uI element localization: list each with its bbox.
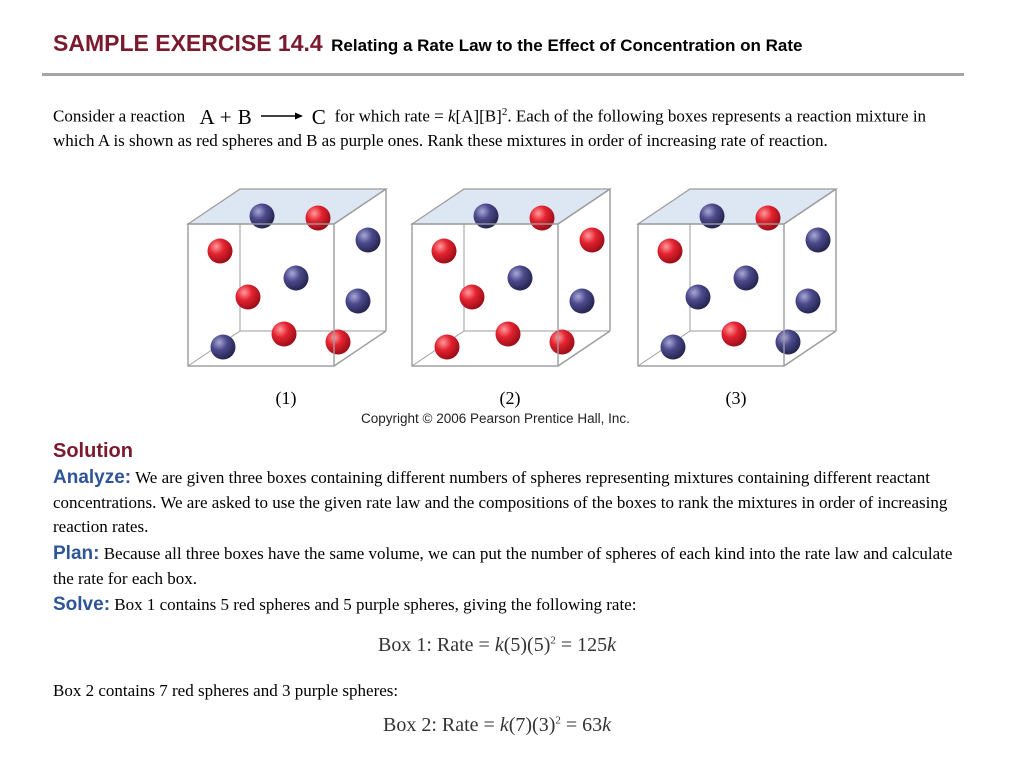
purple-sphere (661, 335, 686, 360)
purple-sphere (284, 266, 309, 291)
eq1-lhs: Box 1: Rate = (378, 634, 495, 656)
purple-sphere (250, 204, 275, 229)
reaction-boxes-figure (182, 186, 842, 411)
red-sphere (272, 322, 297, 347)
red-sphere (658, 239, 683, 264)
plan-paragraph (53, 542, 958, 591)
rate-expression: [A][B] (455, 106, 502, 126)
eq1-k: k (494, 634, 504, 656)
header-divider (42, 73, 964, 76)
purple-sphere (508, 266, 533, 291)
purple-sphere (686, 285, 711, 310)
reaction-product: C (311, 104, 327, 129)
purple-sphere (734, 266, 759, 291)
purple-sphere (346, 289, 371, 314)
eq2-exp: 2 (555, 714, 561, 727)
red-sphere (496, 322, 521, 347)
box1-rate-equation (378, 634, 616, 657)
box2-paragraph: Box 2 contains 7 red spheres and 3 purple spheres: (53, 681, 399, 700)
reaction-equation (199, 105, 326, 130)
purple-sphere (211, 335, 236, 360)
eq2-k: k (499, 714, 509, 736)
purple-sphere (356, 228, 381, 253)
red-sphere (460, 285, 485, 310)
solve-paragraph (53, 593, 958, 618)
red-sphere (326, 330, 351, 355)
intro-text-1: Consider a reaction (53, 106, 186, 126)
red-sphere (530, 206, 555, 231)
red-sphere (208, 239, 233, 264)
reaction-box-2 (412, 189, 610, 366)
reaction-box-1 (188, 189, 386, 366)
red-sphere (550, 330, 575, 355)
analyze-label: Analyze: (53, 467, 132, 488)
box-label-1: (1) (275, 388, 297, 408)
purple-sphere (796, 289, 821, 314)
eq1-result: = 125 (555, 634, 608, 656)
plan-text: Because all three boxes have the same volume, we can put the number of spheres of each kind into the rate law and calculate the rate for each box. (53, 544, 953, 588)
intro-text-3: . Each of the following boxes represents a reaction mixture in which A is shown as red spheres and B as purple ones. Rank these mixtures in order of increasing rate of reaction. (53, 106, 927, 151)
rate-constant: k (448, 106, 456, 126)
exercise-subtitle: Relating a Rate Law to the Effect of Concentration on Rate (331, 36, 803, 55)
eq1-mid: (5)(5) (503, 634, 551, 656)
page-title (53, 30, 802, 57)
figure-copyright: Copyright © 2006 Pearson Prentice Hall, Inc. (361, 411, 630, 426)
eq1-k2: k (607, 634, 617, 656)
solution-heading: Solution (53, 440, 133, 462)
red-sphere (580, 228, 605, 253)
purple-sphere (700, 204, 725, 229)
purple-sphere (776, 330, 801, 355)
intro-paragraph (53, 100, 953, 154)
rate-exponent: 2 (501, 106, 508, 118)
solve-label: Solve: (53, 594, 111, 615)
box2-rate-equation (383, 714, 611, 737)
reaction-reactants: A + B (199, 104, 253, 129)
box-label-3: (3) (725, 388, 747, 408)
eq2-lhs: Box 2: Rate = (383, 714, 500, 736)
red-sphere (722, 322, 747, 347)
purple-sphere (474, 204, 499, 229)
plan-label: Plan: (53, 543, 100, 564)
red-sphere (306, 206, 331, 231)
red-sphere (236, 285, 261, 310)
analyze-text: We are given three boxes containing different numbers of spheres representing mixtures containing different reactant concentrations. We are asked to use the given rate law and the compositions of the boxes to rank the mixtures in order of increasing reaction rates. (53, 468, 948, 536)
eq2-mid: (7)(3) (508, 714, 556, 736)
purple-sphere (806, 228, 831, 253)
reaction-box-3 (638, 189, 836, 366)
purple-sphere (570, 289, 595, 314)
red-sphere (432, 239, 457, 264)
eq2-k2: k (602, 714, 612, 736)
analyze-paragraph (53, 466, 958, 540)
red-sphere (435, 335, 460, 360)
exercise-label: SAMPLE EXERCISE 14.4 (53, 30, 323, 56)
red-sphere (756, 206, 781, 231)
eq1-exp: 2 (550, 634, 556, 647)
eq2-result: = 63 (560, 714, 603, 736)
reaction-arrow-icon (260, 111, 304, 121)
intro-text-2: for which rate = (334, 106, 448, 126)
box-label-2: (2) (499, 388, 521, 408)
solve-text: Box 1 contains 5 red spheres and 5 purple spheres, giving the following rate: (114, 595, 637, 614)
